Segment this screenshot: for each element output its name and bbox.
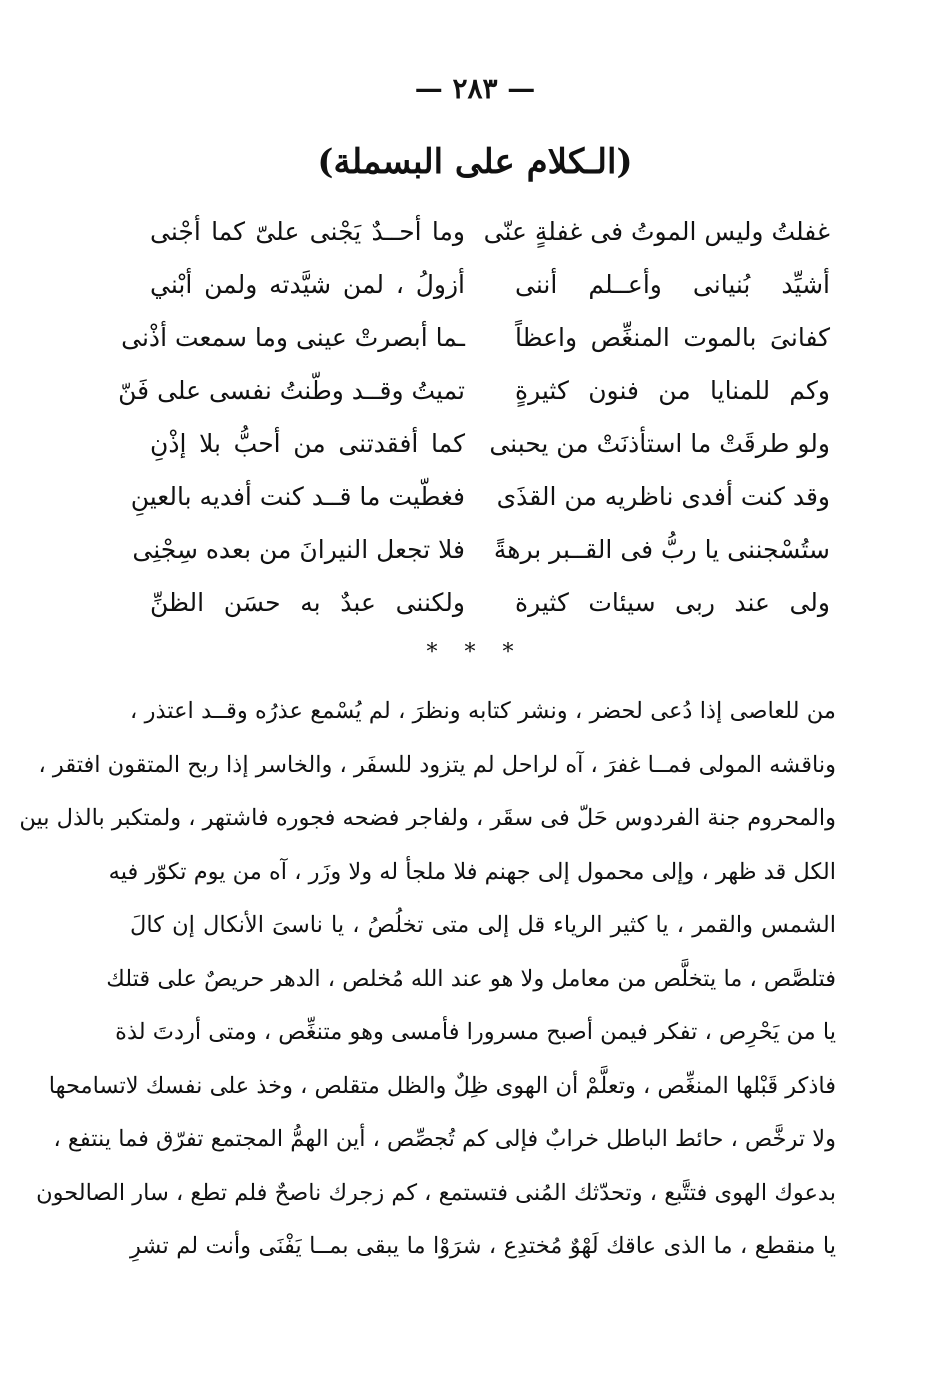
section-title: (الـكلام على البسملة) — [317, 142, 633, 182]
poem-left-hemistich: تميتُ وقــد وطّنتُ نفسى على فَنّ — [118, 376, 465, 405]
poem-line — [132, 523, 830, 576]
poem — [118, 205, 830, 629]
poem-right-hemistich: ولو طرقَتْ ما استأذنَتْ من يحبنى — [489, 429, 830, 458]
poem-line — [150, 417, 830, 470]
page-number: — ٢٨٣ — — [414, 72, 536, 105]
poem-line — [150, 258, 830, 311]
prose-paragraph — [19, 685, 836, 1274]
poem-left-hemistich: فلا تجعل النيرانَ من بعده سِجْنِى — [132, 535, 465, 564]
poem-left-hemistich: كما أفقدتنى من أحبُّ بلا إذْنِ — [150, 429, 465, 458]
poem-right-hemistich: ولى عند ربى سيئات كثيرة — [515, 588, 830, 617]
prose-line: الشمس والقمر ، يا كثير الرياء قل إلى متى تخلُصُ ، يا ناسىَ الأنكال إن كالَ — [130, 912, 836, 938]
poem-line — [150, 205, 830, 258]
poem-left-hemistich: أزولُ ، لمن شيَّدته ولمن أبْني — [150, 270, 465, 299]
poem-right-hemistich: أشيِّد بُنيانى وأعــلم أننى — [515, 270, 830, 299]
prose-line: وناقشه المولى فمــا غفرَ ، آه لراحل لم يتزود للسفَر ، والخاسر إذا ربح المتقون افتقر ، — [38, 751, 836, 778]
poem-line — [118, 364, 830, 417]
prose-line: يا منقطع ، ما الذى عاقك لَهْوٌ مُختدِع ، شرَوْا ما يبقى بمــا يَفْنَى وأنت لم تشرِ — [130, 1233, 836, 1259]
poem-left-hemistich: ولكننى عبدٌ به حسَن الظنِّ — [150, 588, 465, 617]
prose-line: والمحروم جنة الفردوس حَلّ فى سقَر ، ولفاجر فضحه فجوره فاشتهر ، ولمتكبر بالذل بين — [19, 805, 836, 831]
poem-right-hemistich: وقد كنت أفدى ناظريه من القذَى — [496, 482, 830, 511]
prose-line: بدعوك الهوى فتتَّبع ، وتحدّثك المُنى فتستمع ، كم زجرك ناصحٌ فلم تطع ، سار الصالحون — [36, 1179, 836, 1206]
poem-left-hemistich: ـما أبصرتْ عينى وما سمعت أذْنى — [121, 323, 465, 352]
prose-line: ولا ترخَّص ، حائط الباطل خرابٌ فإلى كم تُجصِّص ، أين الهمُّ المجتمع تفرّق فما ينتفع ، — [53, 1126, 836, 1152]
poem-line — [130, 470, 830, 523]
prose-line: فتلصَّص ، ما يتخلَّص من معامل ولا هو عند الله مُخلص ، الدهر حريصٌ على قتلك — [106, 965, 836, 992]
poem-line — [121, 311, 830, 364]
poem-left-hemistich: وما أحــدٌ يَجْنى علىّ كما أجْنى — [150, 217, 465, 246]
poem-line — [150, 576, 830, 629]
poem-right-hemistich: ستُسْجننى يا ربُّ فى القــبر برهةً — [493, 535, 830, 564]
prose-line: فاذكر قَبْلها المنغِّص ، وتعلَّمْ أن الهوى ظِلٌ والظل متقلص ، وخذ على نفسك لاتسامحها — [48, 1072, 836, 1099]
prose-line: من للعاصى إذا دُعى لحضر ، ونشر كتابه ونظرَ ، لم يُسْمع عذرُه وقــد اعتذر ، — [130, 698, 836, 724]
poem-right-hemistich: كفانىَ بالموت المنغِّص واعظاً — [515, 323, 830, 352]
prose-line: الكل قد ظهر ، وإلى محمول إلى جهنم فلا ملجأ له ولا وزَر ، آه من يوم تكوّر فيه — [108, 858, 836, 885]
prose-line: يا من يَحْرِص ، تفكر فيمن أصبح مسرورا فأمسى وهو متنغِّص ، ومتى أردتَ لذة — [115, 1019, 836, 1045]
poem-right-hemistich: وكم للمنايا من فنون كثيرةٍ — [515, 376, 830, 405]
poem-right-hemistich: غفلتُ وليس الموتُ فى غفلةٍ عنّى — [483, 217, 830, 246]
section-separator: * * * — [426, 640, 524, 665]
poem-left-hemistich: فغطّيت ما قــد كنت أفديه بالعينِ — [130, 482, 465, 511]
